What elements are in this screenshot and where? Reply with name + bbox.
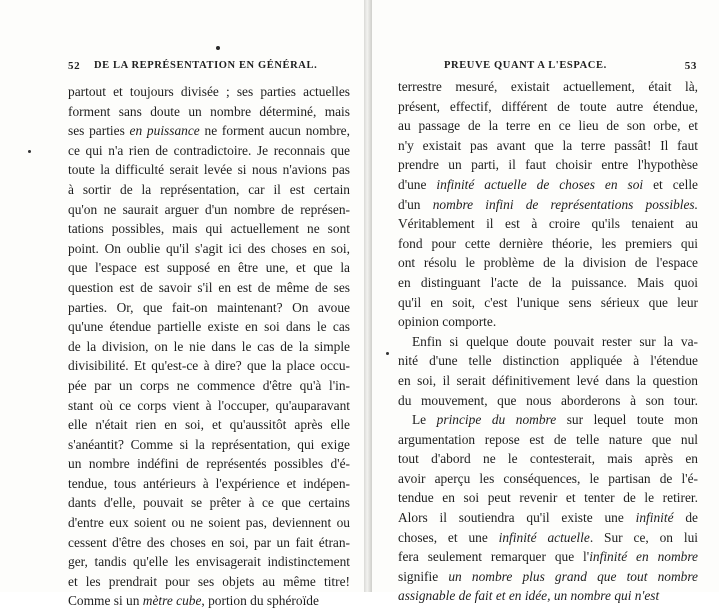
ink-speck bbox=[28, 150, 31, 153]
italic-text: nombre infini de représentations possibles. bbox=[432, 196, 698, 212]
italic-text: principe du nombre bbox=[436, 412, 557, 428]
text-line bbox=[68, 258, 350, 278]
left-page-header bbox=[68, 60, 348, 78]
text-line bbox=[68, 376, 350, 396]
text-run: d'un bbox=[398, 196, 433, 212]
text-line bbox=[398, 567, 698, 587]
text-run: de la division, on le nie dans le cas de la simple bbox=[68, 338, 350, 354]
text-line bbox=[68, 513, 350, 533]
text-run: fera seulement remarquer que l' bbox=[398, 549, 590, 565]
right-page-number: 53 bbox=[684, 60, 697, 72]
right-running-head: PREUVE QUANT A L'ESPACE. bbox=[444, 60, 607, 71]
text-line bbox=[398, 293, 698, 313]
text-run: toute la difficulté serait levée si nous n'avions pas bbox=[68, 162, 350, 178]
text-run: tendue, tous antérieurs à l'expérience et indépen- bbox=[68, 475, 350, 491]
italic-text: infinité en nombre bbox=[589, 549, 698, 565]
text-run: signifie bbox=[398, 568, 449, 584]
text-run: , portion du sphéroïde bbox=[201, 593, 319, 609]
italic-text: infinité actuelle bbox=[498, 529, 590, 545]
text-line bbox=[68, 454, 350, 474]
text-line bbox=[68, 82, 350, 102]
text-run: et celle bbox=[643, 176, 698, 192]
text-run: fond pour cette dernière théorie, les premiers qui bbox=[398, 235, 698, 251]
text-line bbox=[68, 278, 350, 298]
text-line bbox=[398, 195, 698, 215]
text-line bbox=[68, 533, 350, 553]
text-line bbox=[68, 141, 350, 161]
text-run: partout et toujours divisée ; ses parties actuelles bbox=[68, 84, 350, 99]
text-line bbox=[398, 312, 698, 332]
text-run: n'y existait pas avant que la terre passât! Il faut bbox=[398, 137, 698, 153]
text-line bbox=[68, 415, 350, 435]
text-line bbox=[398, 391, 698, 411]
text-run: Comme si un bbox=[68, 593, 143, 609]
right-page-body bbox=[398, 77, 698, 606]
text-run: un nombre indéfini de représentés possibles d'é- bbox=[68, 456, 350, 472]
text-line bbox=[398, 97, 698, 117]
italic-text: assignable de fait et en idée, un nombre qui n'est bbox=[398, 588, 660, 604]
italic-text: mètre cube bbox=[142, 593, 202, 609]
text-run: d'entre eux soient ou ne soient pas, deviennent ou bbox=[68, 515, 350, 531]
text-run: tout d'abord ne le contesterait, mais après en bbox=[398, 451, 698, 467]
text-line bbox=[68, 200, 350, 220]
book-gutter bbox=[364, 0, 372, 592]
text-run: . Sur ce, on lui bbox=[589, 529, 698, 545]
text-run: du mouvement, que nous aborderons à son tour. bbox=[398, 392, 698, 408]
text-run: de bbox=[673, 510, 698, 526]
text-run: pée par un corps ne commence d'être qu'à l'in- bbox=[68, 377, 350, 393]
text-run: nité d'une telle distinction appliquée à l'étendue bbox=[398, 353, 698, 369]
text-run: Véritablement il est à croire qu'ils tenaient au bbox=[398, 216, 698, 232]
text-run: au passage de la terre en ce lieu de son orbe, et bbox=[398, 118, 698, 134]
text-run: choses, et une bbox=[398, 529, 499, 545]
text-line bbox=[398, 508, 698, 528]
text-line bbox=[398, 234, 698, 254]
text-line bbox=[68, 356, 350, 376]
text-run: d'une bbox=[398, 176, 437, 192]
italic-text: infinité bbox=[635, 510, 674, 526]
text-run: qu'il en soit, c'est l'unique sens sérieux que leur bbox=[398, 294, 698, 310]
text-line bbox=[398, 116, 698, 136]
right-page-header bbox=[402, 60, 697, 78]
text-line bbox=[398, 430, 698, 450]
text-run: ont résolu le problème de la division de l'espace bbox=[398, 255, 698, 271]
text-line bbox=[398, 528, 698, 548]
text-run: Alors il soutiendra qu'il existe une bbox=[398, 510, 636, 526]
text-run: Enfin si quelque doute pouvait rester sur la va- bbox=[412, 333, 698, 349]
ink-speck bbox=[216, 46, 220, 50]
text-line bbox=[68, 298, 350, 318]
text-line bbox=[398, 449, 698, 469]
text-line bbox=[398, 77, 698, 97]
text-run: qu'on ne saurait arguer d'un nombre de représen- bbox=[68, 201, 350, 217]
text-run: terrestre mesuré, existait actuellement, était là, bbox=[398, 79, 698, 94]
text-line bbox=[398, 410, 698, 430]
text-line bbox=[398, 253, 698, 273]
text-run: parties. Or, que fait-on maintenant? On avoue bbox=[68, 299, 350, 315]
text-line bbox=[68, 396, 350, 416]
text-line bbox=[398, 214, 698, 234]
text-line bbox=[398, 351, 698, 371]
text-run: elle n'était rien en soi, et qu'aussitôt après elle bbox=[68, 417, 350, 433]
text-line bbox=[68, 219, 350, 239]
text-run: dants d'elle, pouvait se prêter à ce que certains bbox=[68, 495, 350, 511]
text-line bbox=[398, 371, 698, 391]
text-run: stant où ce corps vient à l'occuper, qu'auparavant bbox=[68, 397, 350, 413]
text-line bbox=[68, 180, 350, 200]
text-run: divisibilité. Et qu'est-ce à dire? que la place occu- bbox=[68, 358, 350, 374]
text-run: et les prendrait pour ses objets au même titre! bbox=[68, 573, 350, 589]
text-run: prendre un parti, il faut choisir entre l'hypothèse bbox=[398, 157, 698, 173]
text-line bbox=[68, 337, 350, 357]
text-run: question est de savoir s'il en est de même de ses bbox=[68, 279, 350, 295]
text-line bbox=[68, 474, 350, 494]
ink-speck bbox=[386, 352, 389, 355]
text-run: point. On oublie qu'il s'agit ici des choses en soi, bbox=[68, 240, 350, 256]
text-run: ce qui n'a rien de contradictoire. Je reconnais que bbox=[68, 142, 350, 158]
left-running-head: DE LA REPRÉSENTATION EN GÉNÉRAL. bbox=[94, 60, 318, 71]
text-line bbox=[68, 239, 350, 259]
text-line bbox=[68, 121, 350, 141]
text-run: forment sans doute un nombre déterminé, mais bbox=[68, 103, 350, 119]
text-line bbox=[68, 102, 350, 122]
text-run: cessent d'être des choses en soi, par un fait étran- bbox=[68, 534, 350, 550]
text-run: Le bbox=[412, 412, 437, 428]
text-run: en soi, il serait définitivement levé dans la question bbox=[398, 372, 698, 388]
text-line bbox=[398, 488, 698, 508]
text-run: opinion comporte. bbox=[398, 314, 497, 330]
text-run: ses parties bbox=[68, 123, 130, 139]
text-line bbox=[68, 493, 350, 513]
text-run: s'anéantit? Comme si la représentation, qui exige bbox=[68, 436, 350, 452]
text-run: présent, effectif, différent de toute autre étendue, bbox=[398, 98, 698, 114]
text-run: qu'une étendue partielle existe en soi dans le cas bbox=[68, 319, 350, 335]
text-run: tations possibles, mais qui actuellement ne sont bbox=[68, 221, 350, 237]
text-run: que l'espace est supposé en être une, et que la bbox=[68, 260, 350, 276]
italic-text: infinité actuelle de choses en soi bbox=[436, 176, 644, 192]
italic-text: en puissance bbox=[129, 123, 200, 139]
text-run: tendue en soi peut revenir et tenter de le retirer. bbox=[398, 490, 698, 506]
left-page-number: 52 bbox=[68, 60, 81, 72]
text-line bbox=[68, 435, 350, 455]
text-run: ger, tandis qu'elle les envisagerait indistinctement bbox=[68, 554, 350, 570]
text-run: argumentation repose est de telle nature que nul bbox=[398, 431, 698, 447]
text-line bbox=[68, 160, 350, 180]
text-line bbox=[68, 591, 350, 611]
text-line bbox=[68, 572, 350, 592]
text-line bbox=[398, 136, 698, 156]
text-line bbox=[398, 175, 698, 195]
left-page-body bbox=[68, 82, 350, 611]
text-run: en distinguant l'acte de la puissance. Mais quoi bbox=[398, 274, 698, 290]
text-line bbox=[68, 317, 350, 337]
italic-text: un nombre plus grand que tout nombre bbox=[448, 568, 698, 584]
text-line bbox=[398, 332, 698, 352]
text-run: à sortir de la représentation, car il est certain bbox=[68, 181, 350, 197]
text-line bbox=[398, 586, 698, 606]
text-run: sur lequel toute mon bbox=[556, 412, 698, 428]
text-line bbox=[398, 273, 698, 293]
text-line bbox=[398, 469, 698, 489]
text-line bbox=[68, 552, 350, 572]
text-line bbox=[398, 547, 698, 567]
text-run: avoir aperçu les conséquences, le partisan de l'é- bbox=[398, 470, 698, 486]
text-run: ne forment aucun nombre, bbox=[199, 123, 350, 139]
right-page bbox=[372, 0, 719, 604]
text-line bbox=[398, 155, 698, 175]
